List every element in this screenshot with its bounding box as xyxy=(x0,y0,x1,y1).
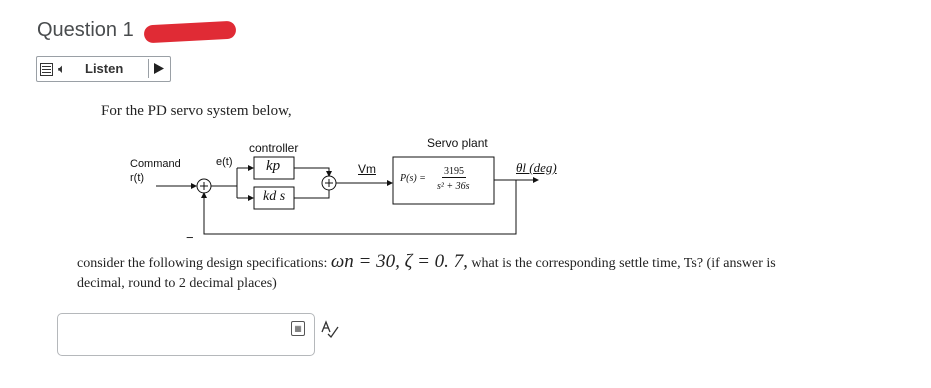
plant-numerator: 3195 xyxy=(444,166,464,177)
question-title: Question 1 xyxy=(37,19,134,41)
play-icon xyxy=(154,63,164,74)
answer-input[interactable] xyxy=(57,313,315,356)
input-label: r(t) xyxy=(130,172,145,184)
play-button[interactable] xyxy=(148,59,168,78)
output-label: θl (deg) xyxy=(516,160,557,175)
plant-lhs: P(s) = xyxy=(400,173,426,184)
listen-toolbar xyxy=(36,56,171,82)
controller-label: controller xyxy=(249,141,299,155)
kp-label: kp xyxy=(266,158,281,174)
speaker-icon: 🔈︎ xyxy=(58,61,66,76)
spec-intro: consider the following design specifications: xyxy=(77,256,328,271)
servo-plant-label: Servo plant xyxy=(427,136,488,150)
feedback-minus-sign: − xyxy=(186,230,194,245)
redaction-mark xyxy=(144,21,237,44)
design-spec-text xyxy=(77,252,797,294)
plant-denominator: s² + 36s xyxy=(437,181,470,192)
calculator-icon[interactable]: ▦ xyxy=(291,321,305,336)
menu-icon[interactable] xyxy=(40,63,53,76)
spellcheck-icon[interactable] xyxy=(319,319,341,339)
spec-question: what is the corresponding settle time, Ts? (if answer is decimal, round to 2 decimal places) xyxy=(77,256,776,291)
command-label: Command xyxy=(130,158,181,170)
listen-button[interactable]: Listen xyxy=(85,61,124,76)
spec-math: ωn = 30, ζ = 0. 7, xyxy=(330,251,468,272)
kd-label: kd s xyxy=(263,189,286,204)
vm-label: Vm xyxy=(358,162,376,176)
block-diagram-lines xyxy=(120,130,580,240)
question-intro: For the PD servo system below, xyxy=(101,103,292,119)
error-label: e(t) xyxy=(216,156,233,168)
